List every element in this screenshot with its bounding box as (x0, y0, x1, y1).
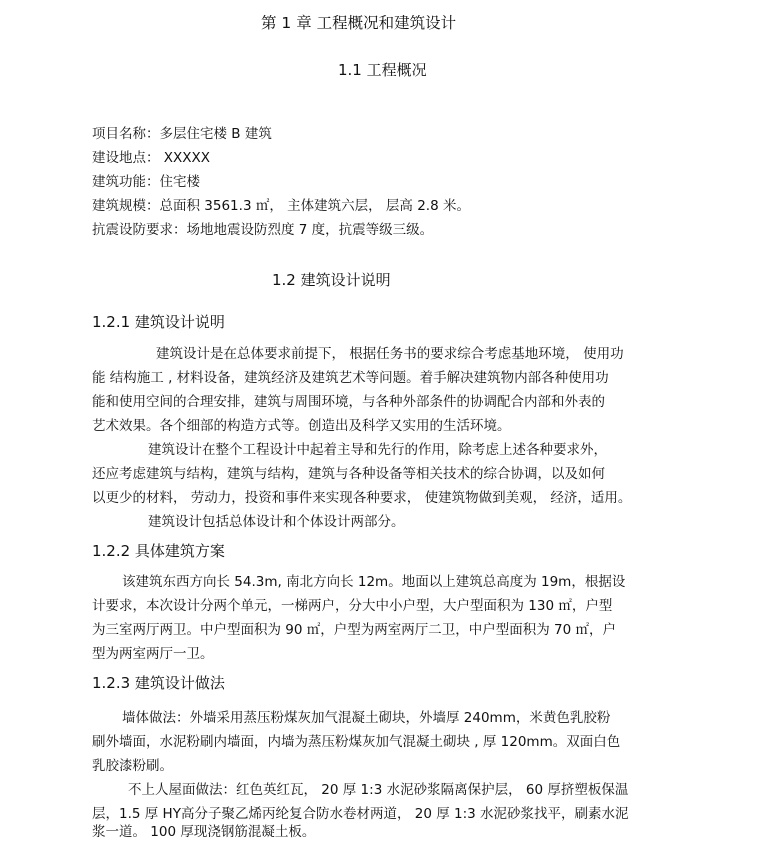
paragraph-line: 乳胶漆粉刷。 (92, 758, 173, 774)
section-1-2-title: 1.2 建筑设计说明 (272, 271, 391, 289)
section-1-2-3-title: 1.2.3 建筑设计做法 (92, 674, 225, 692)
paragraph-line: 以更少的材料， 劳动力，投资和事件来实现各种要求， 使建筑物做到美观， 经济，适用。 (92, 490, 632, 506)
paragraph-line: 不上人屋面做法：红色英红瓦， 20 厚 1:3 水泥砂浆隔离保护层， 60 厚挤塑板保温 (128, 782, 629, 798)
seismic-requirement-line: 抗震设防要求：场地地震设防烈度 7 度，抗震等级三级。 (92, 222, 434, 238)
project-name-line: 项目名称：多层住宅楼 B 建筑 (92, 126, 272, 142)
paragraph-line: 还应考虑建筑与结构，建筑与结构，建筑与各种设备等相关技术的综合协调，以及如何 (92, 466, 605, 482)
paragraph-line: 为三室两厅两卫。中户型面积为 90 ㎡，户型为两室两厅二卫，中户型面积为 70 ㎡，户 (92, 622, 617, 638)
paragraph-line: 计要求，本次设计分两个单元，一梯两户，分大中小户型，大户型面积为 130 ㎡，户型 (92, 598, 613, 614)
paragraph-line: 艺术效果。各个细部的构造方式等。创造出及科学又实用的生活环境。 (92, 418, 511, 434)
paragraph-line: 浆一道。 100 厚现浇钢筋混凝土板。 (92, 824, 316, 840)
section-1-1-title: 1.1 工程概况 (338, 61, 427, 79)
paragraph-line: 该建筑东西方向长 54.3m, 南北方向长 12m。地面以上建筑总高度为 19m，根据设 (122, 574, 626, 590)
section-1-2-1-title: 1.2.1 建筑设计说明 (92, 313, 225, 331)
paragraph-line: 层，1.5 厚 HY高分子聚乙烯丙纶复合防水卷材两道， 20 厚 1:3 水泥砂浆找平，刷素水泥 (92, 806, 629, 822)
paragraph-line: 刷外墙面，水泥粉刷内墙面，内墙为蒸压粉煤灰加气混凝土砌块 , 厚 120mm。双面白色 (92, 734, 621, 750)
paragraph-line: 墙体做法：外墙采用蒸压粉煤灰加气混凝土砌块，外墙厚 240mm，米黄色乳胶粉 (122, 710, 611, 726)
paragraph-line: 建筑设计包括总体设计和个体设计两部分。 (148, 514, 405, 530)
construction-site-line: 建设地点： XXXXX (92, 150, 211, 166)
building-scale-line: 建筑规模：总面积 3561.3 ㎡， 主体建筑六层， 层高 2.8 米。 (92, 198, 470, 214)
paragraph-line: 能和使用空间的合理安排，建筑与周围环境，与各种外部条件的协调配合内部和外表的 (92, 394, 605, 410)
building-function-line: 建筑功能：住宅楼 (92, 174, 200, 190)
paragraph-line: 建筑设计在整个工程设计中起着主导和先行的作用，除考虑上述各种要求外， (148, 442, 607, 458)
chapter-title: 第 1 章 工程概况和建筑设计 (261, 14, 457, 32)
section-1-2-2-title: 1.2.2 具体建筑方案 (92, 542, 225, 560)
paragraph-line: 型为两室两厅一卫。 (92, 646, 214, 662)
paragraph-line: 建筑设计是在总体要求前提下， 根据任务书的要求综合考虑基地环境， 使用功 (156, 346, 624, 362)
paragraph-line: 能 结构施工 , 材料设备，建筑经济及建筑艺术等问题。着手解决建筑物内部各种使用功 (92, 370, 609, 386)
